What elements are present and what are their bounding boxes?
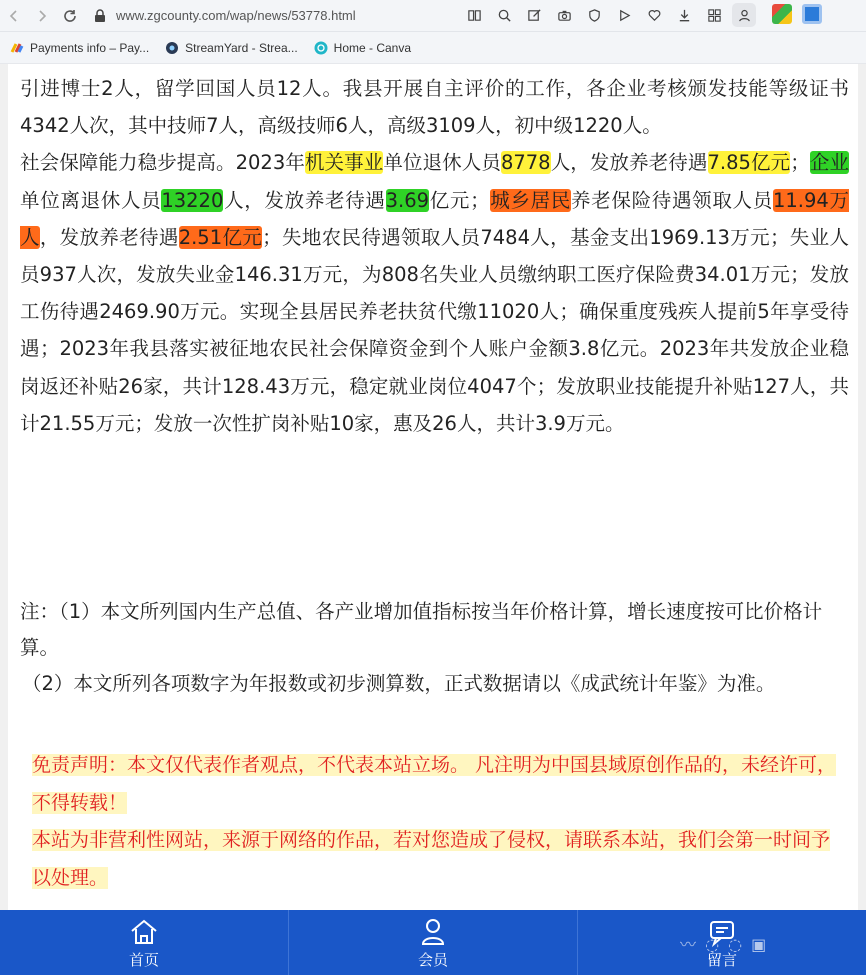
highlight-green: 企业 [809,151,849,175]
toolbar-actions [462,3,756,27]
article-content [8,64,858,910]
shield-button[interactable] [582,3,606,27]
canva-icon [314,41,328,55]
streamyard-icon [165,41,179,55]
disclaimer-1: 免责声明：本文仅代表作者观点，不代表本站立场。 凡注明为中国县域原创作品的，未经许可，不得转载！ [32,754,837,814]
bookmark-canva[interactable] [314,41,411,55]
play-button[interactable] [612,3,636,27]
google-pay-icon [10,41,24,55]
book-icon [467,8,482,23]
highlight-green: 3.69 [385,188,430,212]
forward-button[interactable] [28,2,56,30]
bookmarks-bar [0,32,866,64]
home-icon [128,916,160,948]
article-notes [20,594,849,702]
highlight-yellow: 机关事业 [304,151,384,175]
reload-icon [62,8,78,24]
edit-icon [527,8,542,23]
highlight-orange: 城乡居民 [489,188,572,212]
download-icon [677,8,692,23]
nav-label: 会员 [417,951,448,969]
screenshot-button[interactable] [552,3,576,27]
browser-toolbar [0,0,866,32]
reload-button[interactable] [56,2,84,30]
nav-member[interactable] [289,910,578,975]
zoom-button[interactable] [492,3,516,27]
address-bar[interactable] [94,3,356,29]
chevron-left-icon [6,8,22,24]
text-segment: ，发放养老待遇 [39,225,179,249]
grid-icon [707,8,722,23]
edit-button[interactable] [522,3,546,27]
watermark-overlay: 〰︎ ◌ ◌ ▣ [680,935,769,954]
reader-mode-button[interactable] [462,3,486,27]
nav-home[interactable] [0,910,289,975]
camera-icon [557,8,572,23]
note-1: 注：（1）本文所列国内生产总值、各产业增加值指标按当年价格计算，增长速度按可比价格计算。 [20,600,823,659]
disclaimer-2: 本站为非营利性网站，来源于网络的作品，若对您造成了侵权，请联系本站，我们会第一时间予以处理。 [32,829,831,889]
url-text: www.zgcounty.com/wap/news/53778.html [116,8,356,23]
bookmark-label: StreamYard - Strea... [185,40,298,55]
highlight-yellow: 8778 [500,151,551,175]
text-segment: 养老保险待遇领取人员 [571,188,773,212]
bookmark-label: Payments info – Pay... [30,40,150,55]
text-segment: ；失地农民待遇领取人员7484人，基金支出1969.13万元；失业人员937人次，发放失业金146.31万元，为808名失业人员缴纳职工医疗保险费34.01万元；发放工伤待遇2469.90万元。实现全县居民养老扶贫代缴11020人；确保重度残疾人提前5年享受待遇；2023年我县落实被征地农民社会保障资金到个人账户金额3.8亿元。2023年共发放企业稳岗返还补贴26家，共计128.43万元，稳定就业岗位4047个；发放职业技能提升补贴127人，共计21.55万元；发放一次性扩岗补贴10家，惠及26人，共计3.9万元。 [20,225,849,435]
text-segment: 社会保障能力稳步提高。2023年 [20,151,305,175]
heart-icon [647,8,662,23]
chevron-right-icon [34,8,50,24]
download-button[interactable] [672,3,696,27]
back-button[interactable] [0,2,28,30]
lock-icon [94,9,106,23]
nav-label: 留言 [706,951,737,969]
text-segment: 人，发放养老待遇 [223,188,386,212]
text-segment: 单位离退休人员 [20,188,162,212]
bookmark-label: Home - Canva [333,40,412,55]
nav-label: 首页 [128,951,159,969]
bookmark-payments[interactable] [10,41,149,55]
play-icon [617,8,632,23]
article-paragraph-2 [20,144,849,442]
highlight-orange: 2.51亿元 [178,225,263,249]
favorite-button[interactable] [642,3,666,27]
app-extension-icon[interactable] [802,4,822,24]
article-paragraph-1: 引进博士2人，留学回国人员12人。我县开展自主评价的工作，各企业考核颁发技能等级证书4342人次，其中技师7人，高级技师6人，高级3109人，初中级1220人。 [20,77,849,138]
highlight-orange: 11.94万人 [20,188,849,249]
note-2: （2）本文所列各项数字为年报数或初步测算数，正式数据请以《成武统计年鉴》为准。 [22,672,776,695]
profile-button[interactable] [732,3,756,27]
zoom-icon [497,8,512,23]
bookmark-streamyard[interactable] [165,41,297,55]
cube-extension-icon[interactable] [772,4,792,24]
extension-icons [772,4,822,24]
text-segment: 单位退休人员 [383,151,501,175]
highlight-yellow: 7.85亿元 [707,151,791,175]
extensions-button[interactable] [702,3,726,27]
user-icon [417,916,449,948]
person-icon [737,8,752,23]
text-segment: 亿元； [429,188,490,212]
highlight-green: 13220 [161,188,224,212]
text-segment: ； [790,151,810,175]
text-segment: 人，发放养老待遇 [550,151,708,175]
disclaimer-block [32,747,838,897]
shield-icon [587,8,602,23]
